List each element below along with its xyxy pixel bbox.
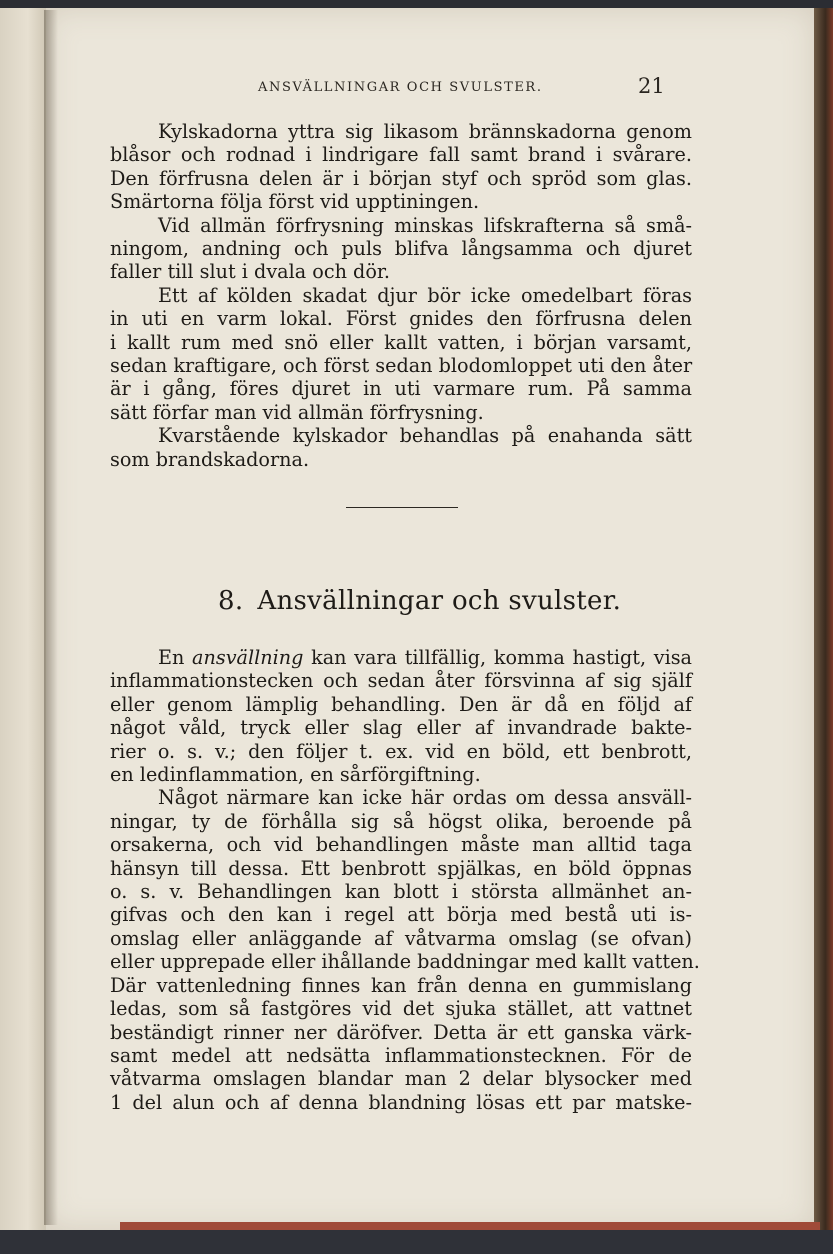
text-line: rier o. s. v.; den följer t. ex. vid en böld, ett benbrott,	[110, 739, 692, 763]
text-line: hänsyn till dessa. Ett benbrott spjälkas, en böld öppnas	[110, 856, 692, 880]
left-page-edge	[0, 8, 48, 1230]
text-line: våtvarma omslagen blandar man 2 delar blysocker med	[110, 1067, 692, 1091]
book-edge-right	[814, 8, 833, 1240]
text-line: faller till slut i dvala och dör.	[110, 260, 391, 284]
text-line: något våld, tryck eller slag eller af invandrade bakte-	[110, 716, 692, 740]
text-line: eller upprepade eller ihållande baddningar med kallt vatten.	[110, 950, 700, 974]
text-line: blåsor och rodnad i lindrigare fall samt brand i svårare.	[110, 143, 692, 167]
section-heading	[218, 586, 621, 616]
text-line: orsakerna, och vid behandlingen måste man alltid taga	[110, 833, 692, 857]
text-line: ningar, ty de förhålla sig så högst olika, beroende på	[110, 809, 692, 833]
italic-term: ansvällning	[192, 646, 304, 669]
text-line: ningom, andning och puls blifva långsamma och djuret	[110, 237, 692, 261]
text-line: En ansvällning kan vara tillfällig, komma hastigt, visa	[158, 646, 692, 669]
text-line: 1 del alun och af denna blandning lösas ett par matske-	[110, 1090, 692, 1114]
text-line: sätt förfar man vid allmän förfrysning.	[110, 400, 484, 424]
text-line: i kallt rum med snö eller kallt vatten, i början varsamt,	[110, 330, 692, 354]
text-line: Kvarstående kylskador behandlas på enahanda sätt	[158, 424, 692, 448]
text-line: Där vattenledning finnes kan från denna en gummislang	[110, 973, 692, 997]
text-line: Ett af kölden skadat djur bör icke omedelbart föras	[158, 283, 692, 307]
section-title: Ansvällningar och svulster.	[257, 586, 622, 616]
page-number: 21	[638, 74, 665, 98]
spine-shadow	[44, 10, 58, 1225]
text-line: Något närmare kan icke här ordas om dessa ansväll-	[158, 786, 692, 810]
text-line: Den förfrusna delen är i början styf och spröd som glas.	[110, 166, 692, 190]
section-divider	[346, 507, 458, 508]
text-line: ledas, som så fastgöres vid det sjuka stället, att vattnet	[110, 997, 692, 1021]
text-line: samt medel att nedsätta inflammationstecknen. För de	[110, 1043, 692, 1067]
top-text	[110, 120, 692, 471]
background-strip	[0, 1230, 833, 1254]
text-line: är i gång, föres djuret in uti varmare rum. På samma	[110, 377, 692, 401]
running-header: ANSVÄLLNINGAR OCH SVULSTER.	[258, 80, 543, 95]
text-line: omslag eller anläggande af våtvarma omslag (se ofvan)	[110, 926, 692, 950]
text-line: in uti en varm lokal. Först gnides den förfrusna delen	[110, 307, 692, 331]
text-line: sedan kraftigare, och först sedan blodomloppet uti den åter	[110, 354, 693, 378]
text-line: som brandskadorna.	[110, 447, 310, 471]
text-line: en ledinflammation, en sårförgiftning.	[110, 763, 481, 787]
text-line: inflammationstecken och sedan åter försvinna af sig själf	[110, 669, 692, 693]
section-number: 8.	[218, 586, 244, 616]
text-line: Kylskadorna yttra sig likasom brännskadorna genom	[158, 120, 692, 143]
text-line: gifvas och den kan i regel att börja med bestå uti is-	[110, 903, 692, 927]
text-line: Vid allmän förfrysning minskas lifskrafterna så små-	[158, 213, 692, 237]
section-text	[110, 646, 700, 1114]
text-line: o. s. v. Behandlingen kan blott i största allmänhet an-	[110, 880, 692, 904]
text-line: beständigt rinner ner däröfver. Detta är ett ganska värk-	[110, 1020, 692, 1044]
text-line: Smärtorna följa först vid upptiningen.	[110, 190, 480, 214]
text-line: eller genom lämplig behandling. Den är då en följd af	[110, 692, 692, 716]
